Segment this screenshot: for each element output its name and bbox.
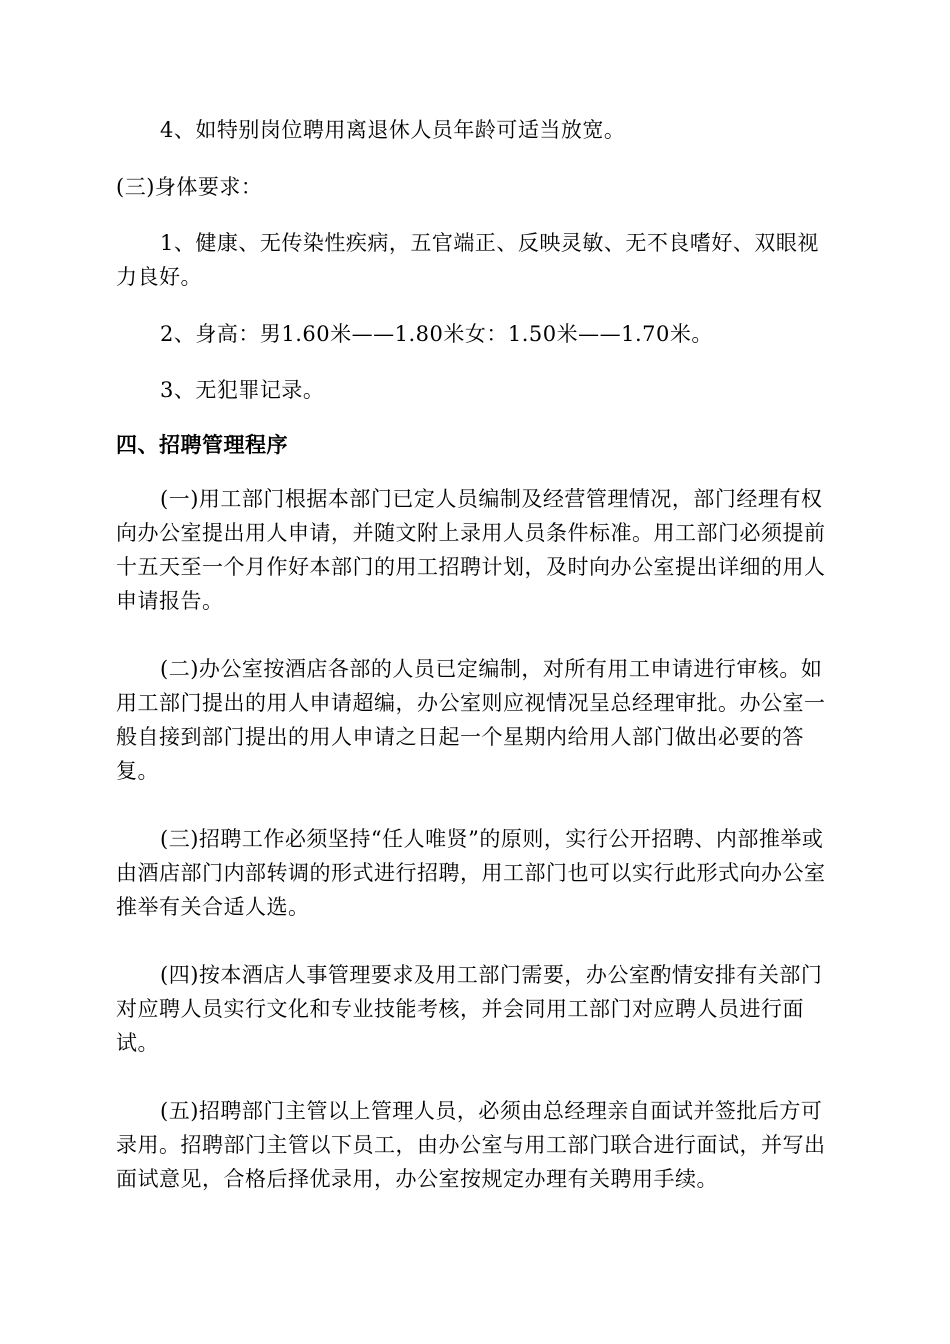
paragraph-criminal-record: 3、无犯罪记录。 — [160, 378, 325, 402]
paragraph-procedure-3: (三)招聘工作必须坚持“任人唯贤”的原则，实行公开招聘、内部推举或由酒店部门内部转调的形式进行招聘，用工部门也可以实行此形式向办公室推举有关合适人选。 — [116, 827, 826, 919]
paragraph-procedure-5: (五)招聘部门主管以上管理人员，必须由总经理亲自面试并签批后方可录用。招聘部门主管以下员工，由办公室与用工部门联合进行面试，并写出面试意见，合格后择优录用，办公室按规定办理有关聘用手续。 — [116, 1099, 826, 1191]
section-heading-recruitment-procedure: 四、招聘管理程序 — [116, 432, 288, 457]
paragraph-age-relaxation: 4、如特别岗位聘用离退休人员年龄可适当放宽。 — [160, 118, 626, 142]
paragraph-procedure-4: (四)按本酒店人事管理要求及用工部门需要，办公室酌情安排有关部门对应聘人员实行文化和专业技能考核，并会同用工部门对应聘人员进行面试。 — [116, 963, 823, 1055]
subheading-physical-requirements: (三)身体要求： — [116, 175, 263, 199]
paragraph-health: 1、健康、无传染性疾病，五官端正、反映灵敏、无不良嗜好、双眼视力良好。 — [116, 231, 819, 289]
paragraph-procedure-1: (一)用工部门根据本部门已定人员编制及经营管理情况，部门经理有权向办公室提出用人申请，并随文附上录用人员条件标准。用工部门必须提前十五天至一个月作好本部门的用工招聘计划，及时向办公室提出详细的用人申请报告。 — [116, 487, 826, 613]
paragraph-procedure-2: (二)办公室按酒店各部的人员已定编制，对所有用工申请进行审核。如用工部门提出的用人申请超编，办公室则应视情况呈总经理审批。办公室一般自接到部门提出的用人申请之日起一个星期内给用人部门做出必要的答复。 — [116, 657, 826, 783]
paragraph-height: 2、身高：男1.60米——1.80米女：1.50米——1.70米。 — [160, 322, 713, 346]
